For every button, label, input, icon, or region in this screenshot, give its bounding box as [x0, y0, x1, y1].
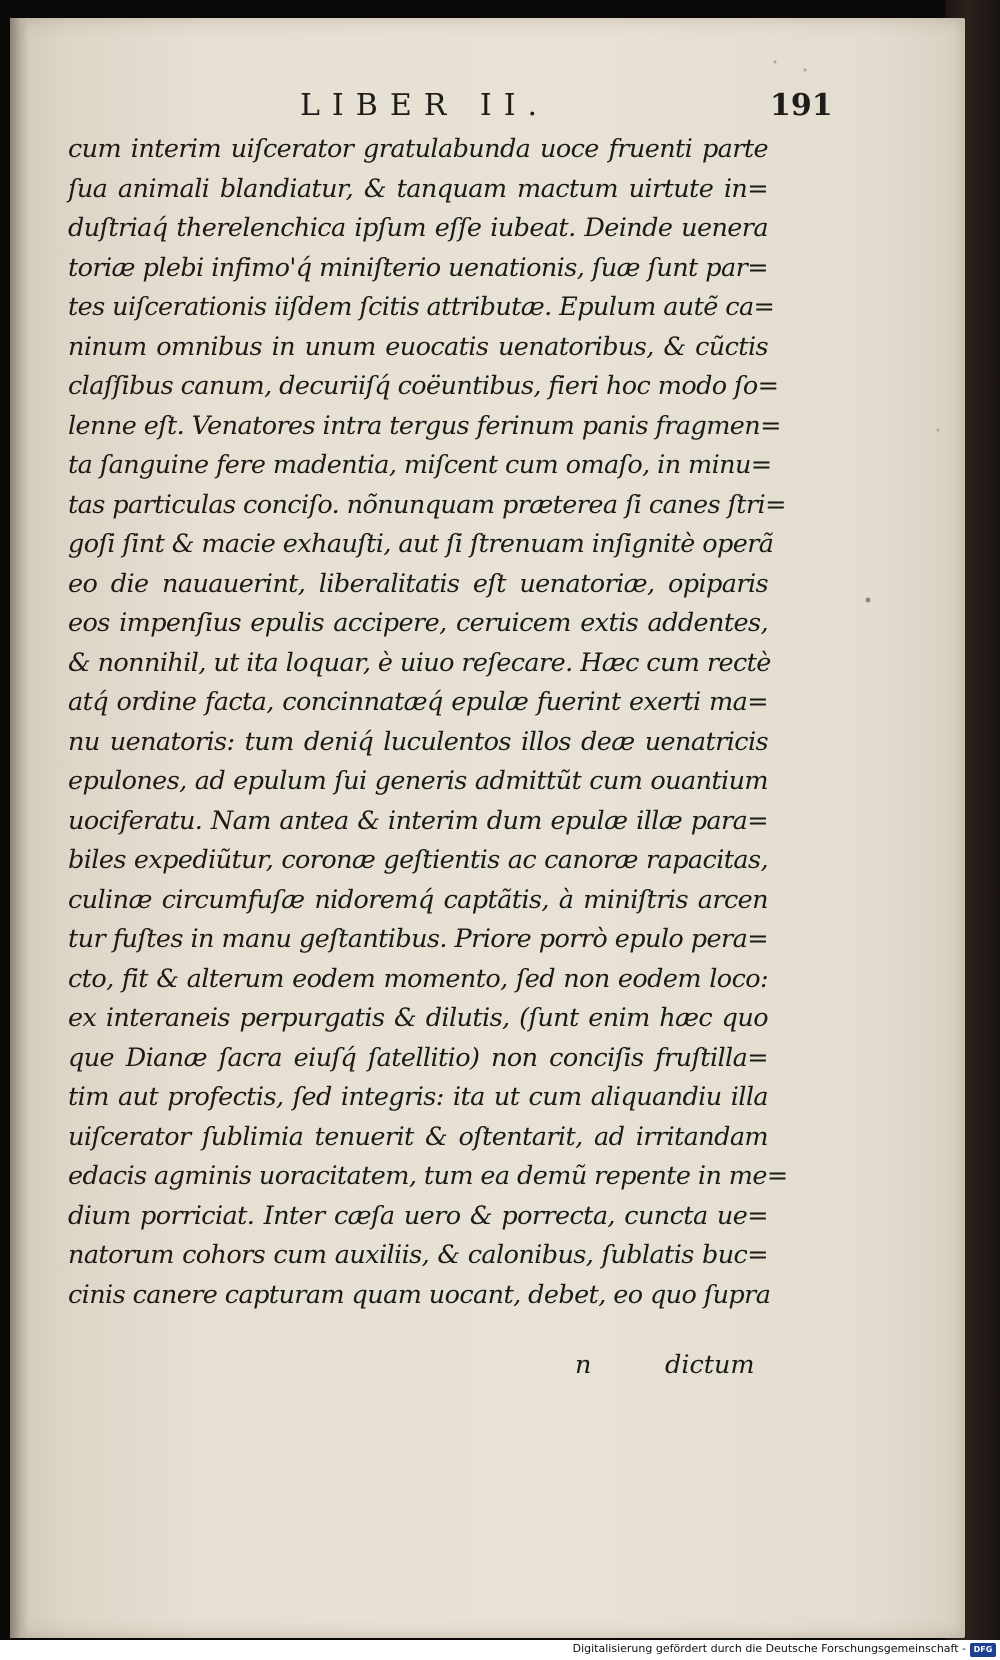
text-line: duſtriaq́ therelenchica ipſum eſſe iubeat. Deinde uenera [68, 213, 768, 243]
text-line: nu uenatoris: tum deniq́ luculentos illos deæ uenatricis [68, 726, 768, 757]
text-line: epulones, ad epulum ſui generis admittũt cum ouantium [68, 766, 768, 796]
text-line: uiſcerator ſublimia tenuerit & oſtentarit, ad irritandam [68, 1121, 768, 1152]
text-line: uociferatu. Nam antea & interim dum epulæ illæ para= [68, 805, 768, 836]
footer-bar [0, 1640, 1000, 1660]
text-line: tas particulas conciſo. nõnunquam præterea ſi canes ſtri= [68, 489, 786, 520]
text-line: biles expediũtur, coronæ geſtientis ac canoræ rapacitas, [68, 845, 768, 875]
text-line: ninum omnibus in unum euocatis uenatoribus, & cũctis [68, 331, 768, 362]
funding-credit: Digitalisierung gefördert durch die Deutsche Forschungsgemeinschaft - [572, 1642, 966, 1655]
signature-mark: n [575, 1350, 592, 1380]
text-line: toriæ plebi infimo'q́ miniſterio uenationis, ſuæ ſunt par= [68, 252, 768, 283]
text-line: cto, fit & alterum eodem momento, ſed non eodem loco: [68, 963, 768, 994]
text-line: eos impenſius epulis accipere, ceruicem extis addentes, [68, 608, 768, 638]
text-line: cinis canere capturam quam uocant, debet, eo quo ſupra [68, 1279, 771, 1310]
text-line: culinæ circumfuſæ nidoremq́ captãtis, à miniſtris arcen [68, 884, 768, 915]
text-line: ex interaneis perpurgatis & dilutis, (ſunt enim hæc quo [68, 1003, 768, 1033]
dfg-logo [970, 1643, 996, 1657]
text-line: ſua animali blandiatur, & tanquam mactum uirtute in= [68, 173, 768, 204]
page-gutter-shadow [10, 18, 28, 1638]
text-line: atq́ ordine facta, concinnatæq́ epulæ fuerint exerti ma= [68, 687, 768, 717]
text-line: natorum cohors cum auxiliis, & calonibus, ſublatis buc= [68, 1240, 768, 1270]
text-line: goſi ſint & macie exhauſti, aut ſi ſtrenuam inſignitè operã [68, 529, 774, 559]
body-text [68, 130, 788, 1315]
catchword: dictum [665, 1350, 755, 1380]
text-line: dium porriciat. Inter cæſa uero & porrecta, cuncta ue= [68, 1200, 768, 1231]
folio-number: 191 [770, 88, 833, 123]
text-line: que Dianæ ſacra eiuſq́ ſatellitio) non conciſis fruſtilla= [68, 1042, 768, 1073]
text-line: edacis agminis uoracitatem, tum ea demũ repente in me= [68, 1161, 788, 1191]
text-line: tur fuſtes in manu geſtantibus. Priore porrò epulo pera= [68, 924, 768, 954]
text-line: eo die nauauerint, liberalitatis eſt uenatoriæ, opiparis [68, 568, 768, 599]
text-line: tim aut profectis, ſed integris: ita ut cum aliquandiu illa [68, 1082, 768, 1112]
text-line: lenne eſt. Venatores intra tergus ferinum panis fragmen= [68, 410, 781, 441]
text-line: & nonnihil, ut ita loquar, è uiuo reſecare. Hæc cum rectè [68, 647, 771, 678]
text-line: cum interim uiſcerator gratulabunda uoce fruenti parte [68, 134, 768, 164]
text-line: ta ſanguine fere madentia, miſcent cum omaſo, in minu= [68, 450, 772, 480]
dfg-logo-text: DFG [973, 1645, 993, 1654]
text-line: claſſibus canum, decuriiſq́ coëuntibus, fieri hoc modo ſo= [68, 371, 779, 401]
text-line: tes uiſcerationis iiſdem ſcitis attributæ. Epulum autẽ ca= [68, 292, 775, 322]
running-head: LIBER II. [300, 88, 550, 123]
